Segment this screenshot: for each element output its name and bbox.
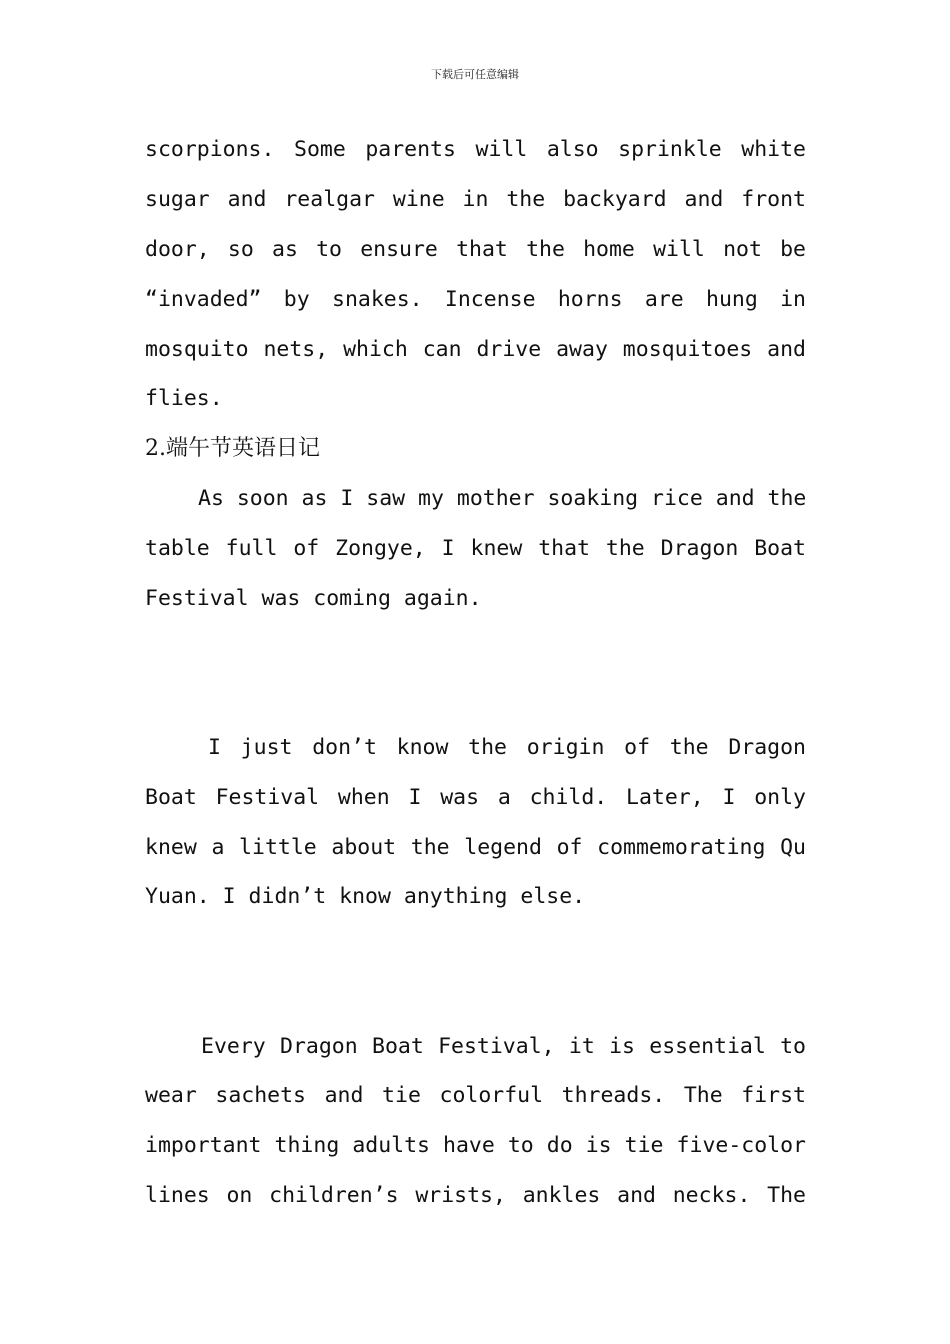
- section-heading: 2.端午节英语日记: [145, 436, 320, 461]
- text-line: flies.: [145, 386, 223, 411]
- text-line: table full of Zongye, I knew that the Dragon Boat: [145, 536, 806, 561]
- text-line: Boat Festival when I was a child. Later, I only: [145, 785, 806, 810]
- text-line: door, so as to ensure that the home will not be: [145, 237, 806, 262]
- text-line: Yuan. I didn’t know anything else.: [145, 884, 586, 909]
- text-line: sugar and realgar wine in the backyard and front: [145, 187, 806, 212]
- text-line: Every Dragon Boat Festival, it is essential to: [201, 1034, 806, 1059]
- text-line: scorpions. Some parents will also sprinkle white: [145, 137, 806, 162]
- page-header: 下载后可任意编辑: [431, 68, 519, 81]
- text-line: mosquito nets, which can drive away mosquitoes and: [145, 337, 806, 362]
- text-line: Festival was coming again.: [145, 586, 482, 611]
- text-line: I just don’t know the origin of the Dragon: [208, 735, 806, 760]
- text-line: wear sachets and tie colorful threads. The first: [145, 1083, 806, 1108]
- text-line: important thing adults have to do is tie five-color: [145, 1133, 806, 1158]
- text-line: lines on children’s wrists, ankles and necks. The: [145, 1183, 806, 1208]
- text-line: “invaded” by snakes. Incense horns are hung in: [145, 287, 806, 312]
- text-line: knew a little about the legend of commemorating Qu: [145, 835, 806, 860]
- text-line: As soon as I saw my mother soaking rice and the: [198, 486, 807, 511]
